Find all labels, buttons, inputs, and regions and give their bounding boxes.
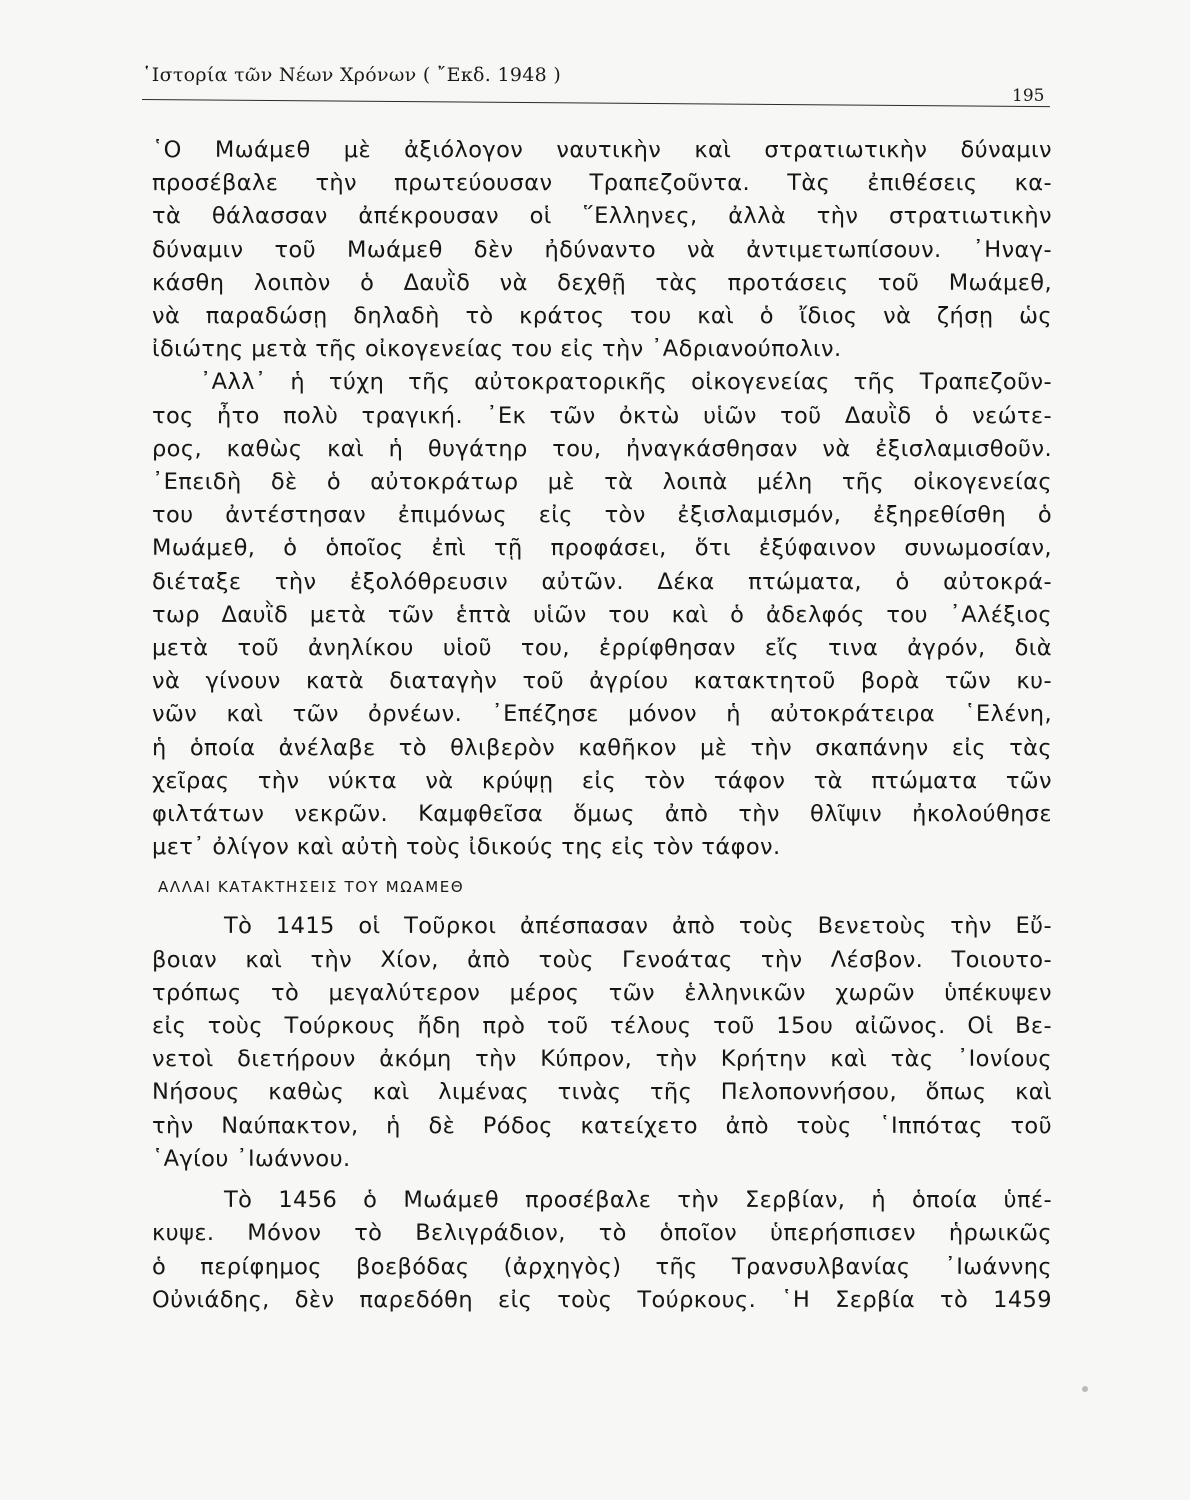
text-line: νῶν καὶ τῶν ὀρνέων. ᾿Επέζησε μόνον ἡ αὐτοκράτειρα ῾Ελένη, bbox=[152, 701, 1052, 728]
text-line: τὰ θάλασσαν ἀπέκρουσαν οἱ ῞Ελληνες, ἀλλὰ τὴν στρατιωτικὴν bbox=[152, 203, 1052, 230]
page-number: 195 bbox=[1012, 86, 1045, 106]
text-line: μετ᾿ ὀλίγον καὶ αὐτὴ τοὺς ἰδικούς της εἰς τὸν τάφον. bbox=[152, 834, 781, 861]
paragraph-4 bbox=[152, 1184, 1052, 1317]
text-line: Νήσους καθὼς καὶ λιμένας τινὰς τῆς Πελοποννήσου, ὅπως καὶ bbox=[152, 1079, 1052, 1106]
text-line: κάσθη λοιπὸν ὁ Δαυῒδ νὰ δεχθῇ τὰς προτάσεις τοῦ Μωάμεθ, bbox=[152, 269, 1052, 296]
text-line: βοιαν καὶ τὴν Χίον, ἀπὸ τοὺς Γενοάτας τὴν Λέσβον. Τοιουτο- bbox=[152, 946, 1052, 973]
paragraph-3 bbox=[152, 910, 1052, 1176]
text-line: Οὐνιάδης, δὲν παρεδόθη εἰς τοὺς Τούρκους. ῾Η Σερβία τὸ 1459 bbox=[152, 1286, 1052, 1313]
text-line: νὰ γίνουν κατὰ διαταγὴν τοῦ ἀγρίου κατακτητοῦ βορὰ τῶν κυ- bbox=[152, 668, 1052, 695]
text-line: εἰς τοὺς Τούρκους ἤδη πρὸ τοῦ τέλους τοῦ 15ου αἰῶνος. Οἱ Βε- bbox=[152, 1013, 1052, 1040]
text-line: ῾Ο Μωάμεθ μὲ ἀξιόλογον ναυτικὴν καὶ στρατιωτικὴν δύναμιν bbox=[152, 137, 1052, 163]
text-line: φιλτάτων νεκρῶν. Καμφθεῖσα ὅμως ἀπὸ τὴν θλῖψιν ἠκολούθησε bbox=[152, 801, 1052, 828]
paragraph-2 bbox=[152, 366, 1052, 864]
text-line: κυψε. Μόνον τὸ Βελιγράδιον, τὸ ὁποῖον ὑπερήσπισεν ἡρωικῶς bbox=[152, 1220, 1052, 1247]
running-title: ῾Ιστορία τῶν Νέων Χρόνων ( ῎Εκδ. 1948 ) bbox=[142, 64, 562, 86]
text-line: του ἀντέστησαν ἐπιμόνως εἰς τὸν ἐξισλαμισμόν, ἐξηρεθίσθη ὁ bbox=[152, 502, 1052, 529]
text-line: ὁ περίφημος βοεβόδας (ἀρχηγὸς) τῆς Τρανσυλβανίας ᾿Ιωάννης bbox=[152, 1253, 1052, 1280]
text-line: χεῖρας τὴν νύκτα νὰ κρύψῃ εἰς τὸν τάφον τὰ πτώματα τῶν bbox=[152, 767, 1052, 794]
text-line: ρος, καθὼς καὶ ἡ θυγάτηρ του, ἠναγκάσθησαν νὰ ἐξισλαμισθοῦν. bbox=[152, 435, 1052, 462]
section-heading: ΑΛΛΑΙ ΚΑΤΑΚΤΗΣΕΙΣ ΤΟΥ ΜΩΑΜΕΘ bbox=[158, 878, 465, 897]
text-line: ῾Αγίου ᾿Ιωάννου. bbox=[152, 1145, 351, 1172]
text-line: Τὸ 1456 ὁ Μωάμεθ προσέβαλε τὴν Σερβίαν, ἡ ὁποία ὑπέ- bbox=[224, 1187, 1052, 1214]
text-line: προσέβαλε τὴν πρωτεύουσαν Τραπεζοῦντα. Τὰς ἐπιθέσεις κα- bbox=[152, 170, 1052, 197]
text-line: δύναμιν τοῦ Μωάμεθ δὲν ἠδύναντο νὰ ἀντιμετωπίσουν. ᾿Ηναγ- bbox=[152, 236, 1052, 263]
text-line: τρόπως τὸ μεγαλύτερον μέρος τῶν ἑλληνικῶν χωρῶν ὑπέκυψεν bbox=[152, 979, 1052, 1006]
text-line: νετοὶ διετήρουν ἀκόμη τὴν Κύπρον, τὴν Κρήτην καὶ τὰς ᾿Ιονίους bbox=[152, 1046, 1052, 1073]
text-line: Μωάμεθ, ὁ ὁποῖος ἐπὶ τῇ προφάσει, ὅτι ἐξύφαινον συνωμοσίαν, bbox=[152, 535, 1052, 562]
body-text bbox=[152, 134, 1052, 1317]
text-line: ᾿Αλλ᾿ ἡ τύχη τῆς αὐτοκρατορικῆς οἰκογενείας τῆς Τραπεζοῦν- bbox=[200, 369, 1052, 396]
text-line: μετὰ τοῦ ἀνηλίκου υἱοῦ του, ἐρρίφθησαν εἴς τινα ἀγρόν, διὰ bbox=[152, 635, 1052, 662]
text-line: ᾿Επειδὴ δὲ ὁ αὐτοκράτωρ μὲ τὰ λοιπὰ μέλη τῆς οἰκογενείας bbox=[152, 469, 1052, 496]
paragraph-1 bbox=[152, 134, 1052, 366]
text-line: τωρ Δαυῒδ μετὰ τῶν ἑπτὰ υἱῶν του καὶ ὁ ἀδελφός του ᾿Αλέξιος bbox=[152, 601, 1052, 628]
text-line: ἰδιώτης μετὰ τῆς οἰκογενείας του εἰς τὴν ᾿Αδριανούπολιν. bbox=[152, 336, 842, 363]
text-line: διέταξε τὴν ἐξολόθρευσιν αὐτῶν. Δέκα πτώματα, ὁ αὐτοκρά- bbox=[152, 568, 1052, 595]
text-line: νὰ παραδώσῃ δηλαδὴ τὸ κράτος του καὶ ὁ ἴδιος νὰ ζήσῃ ὡς bbox=[152, 303, 1052, 330]
header-rule bbox=[142, 99, 1050, 107]
paper-speck bbox=[1082, 1386, 1088, 1392]
text-line: Τὸ 1415 οἱ Τοῦρκοι ἀπέσπασαν ἀπὸ τοὺς Βενετοὺς τὴν Εὔ- bbox=[224, 913, 1052, 940]
text-line: τος ἦτο πολὺ τραγική. ᾿Εκ τῶν ὀκτὼ υἱῶν τοῦ Δαυῒδ ὁ νεώτε- bbox=[152, 402, 1052, 429]
text-line: ἡ ὁποία ἀνέλαβε τὸ θλιβερὸν καθῆκον μὲ τὴν σκαπάνην εἰς τὰς bbox=[152, 734, 1052, 761]
text-line: τὴν Ναύπακτον, ἡ δὲ Ρόδος κατείχετο ἀπὸ τοὺς ῾Ιππότας τοῦ bbox=[152, 1112, 1052, 1139]
